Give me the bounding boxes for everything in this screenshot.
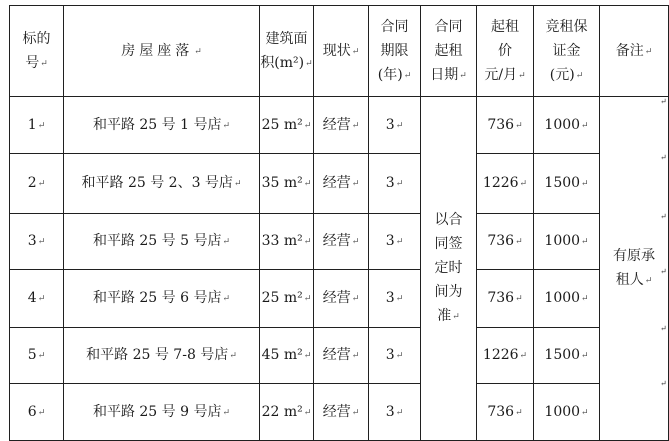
cell-lot-number: 2↵: [10, 154, 64, 214]
cell-start-date-merged: 以合 同签 定时 间为 准↵: [421, 97, 477, 441]
cell-lot-number: 4↵: [10, 270, 64, 328]
table-row: [10, 154, 669, 214]
header-remark: 备注↵: [600, 6, 669, 97]
cell-deposit: 1000↵: [534, 384, 600, 441]
table-row: [10, 384, 669, 441]
cell-address: 和平路 25 号 5 号店↵: [64, 214, 260, 270]
cell-area: 25 m²↵: [260, 270, 314, 328]
cell-area: 45 m²↵: [260, 328, 314, 384]
cell-term: 3↵: [369, 270, 421, 328]
row-end-mark: ↵: [660, 97, 667, 106]
cell-address: 和平路 25 号 2、3 号店↵: [64, 154, 260, 214]
cell-lot-number: 5↵: [10, 328, 64, 384]
header-status: 现状↵: [314, 6, 369, 97]
cell-status: 经营↵: [314, 97, 369, 154]
cell-area: 33 m²↵: [260, 214, 314, 270]
table-row: [10, 328, 669, 384]
cell-lot-number: 1↵: [10, 97, 64, 154]
cell-area: 25 m²↵: [260, 97, 314, 154]
cell-starting-rent: 1226↵: [477, 154, 534, 214]
cell-term: 3↵: [369, 328, 421, 384]
cell-deposit: 1000↵: [534, 214, 600, 270]
lease-table: [9, 5, 669, 441]
cell-lot-number: 6↵: [10, 384, 64, 441]
cell-starting-rent: 736↵: [477, 384, 534, 441]
cell-term: 3↵: [369, 384, 421, 441]
cell-term: 3↵: [369, 97, 421, 154]
cell-address: 和平路 25 号 6 号店↵: [64, 270, 260, 328]
table-row: [10, 270, 669, 328]
cell-status: 经营↵: [314, 328, 369, 384]
header-starting-rent: 起租 价 元/月↵: [477, 6, 534, 97]
cell-address: 和平路 25 号 9 号店↵: [64, 384, 260, 441]
table-row: [10, 97, 669, 154]
header-address: 房屋座落↵: [64, 6, 260, 97]
cell-deposit: 1000↵: [534, 97, 600, 154]
cell-deposit: 1500↵: [534, 328, 600, 384]
row-end-mark: ↵: [660, 324, 667, 333]
cell-remark-merged: 有原承 租人↵: [600, 97, 669, 441]
row-end-mark: ↵: [660, 267, 667, 276]
cell-address: 和平路 25 号 1 号店↵: [64, 97, 260, 154]
cell-address: 和平路 25 号 7-8 号店↵: [64, 328, 260, 384]
table-row: [10, 214, 669, 270]
cell-area: 35 m²↵: [260, 154, 314, 214]
cell-term: 3↵: [369, 214, 421, 270]
cell-status: 经营↵: [314, 154, 369, 214]
cell-area: 22 m²↵: [260, 384, 314, 441]
cell-lot-number: 3↵: [10, 214, 64, 270]
cell-starting-rent: 1226↵: [477, 328, 534, 384]
header-start-date: 合同 起租 日期↵: [421, 6, 477, 97]
cell-status: 经营↵: [314, 214, 369, 270]
header-area: 建筑面 积(m²)↵: [260, 6, 314, 97]
cell-status: 经营↵: [314, 270, 369, 328]
header-term: 合同 期限 (年)↵: [369, 6, 421, 97]
row-end-mark: ↵: [660, 212, 667, 221]
cell-term: 3↵: [369, 154, 421, 214]
row-end-mark: ↵: [660, 153, 667, 162]
cell-starting-rent: 736↵: [477, 270, 534, 328]
cell-status: 经营↵: [314, 384, 369, 441]
row-end-mark: ↵: [660, 379, 667, 388]
header-deposit: 竞租保 证金 (元)↵: [534, 6, 600, 97]
header-lot-number: 标的 号↵: [10, 6, 64, 97]
header-row: [10, 6, 669, 97]
cell-starting-rent: 736↵: [477, 97, 534, 154]
cell-deposit: 1500↵: [534, 154, 600, 214]
cell-starting-rent: 736↵: [477, 214, 534, 270]
cell-deposit: 1000↵: [534, 270, 600, 328]
